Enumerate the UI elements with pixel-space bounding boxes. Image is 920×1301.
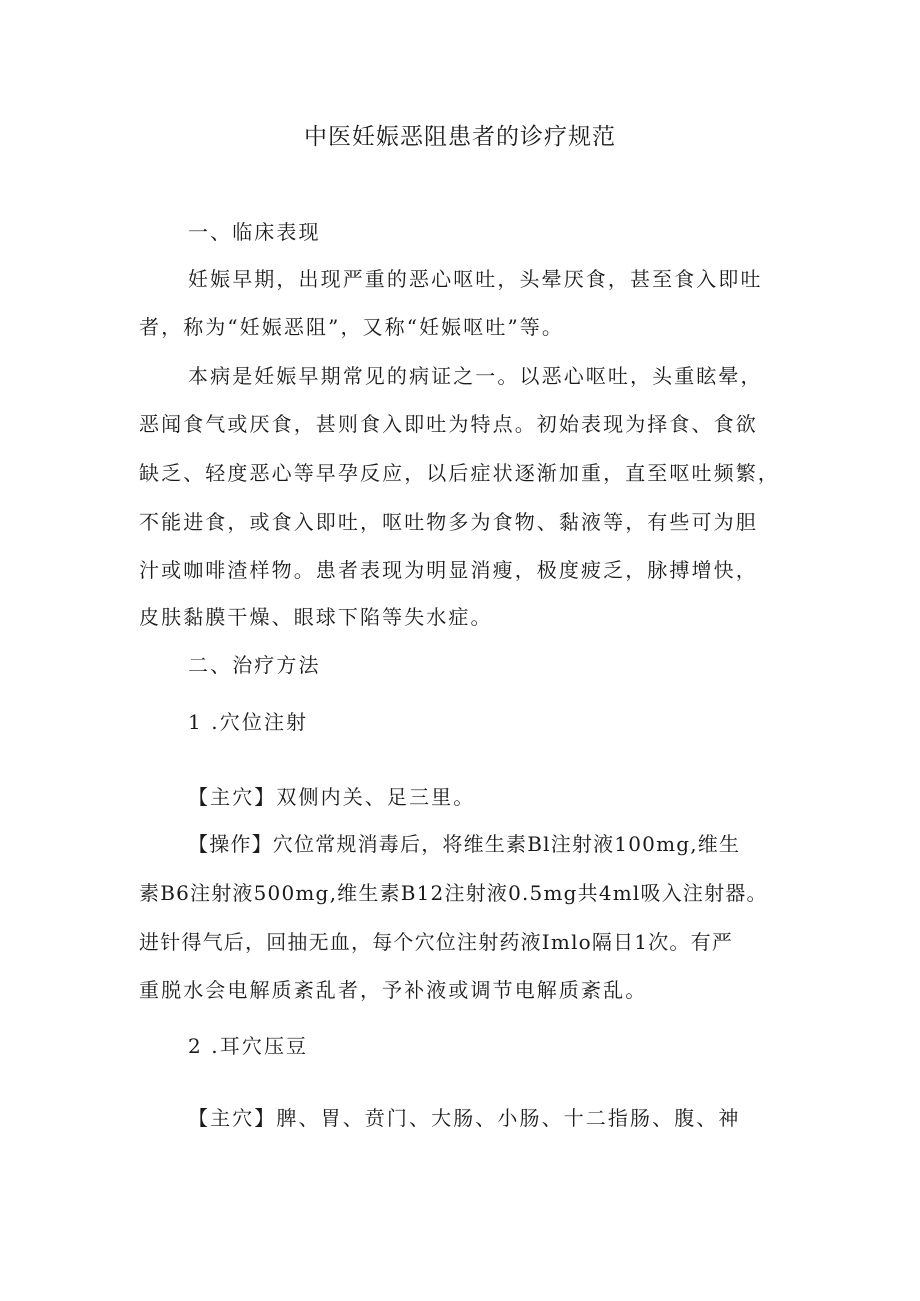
paragraph-line: 进针得气后，回抽无血，每个穴位注射药液Imlo隔日1次。有严 [139,930,734,954]
section-heading-clinical: 一、临床表现 [188,220,321,244]
paragraph-line: 不能进食，或食入即吐，呕吐物多为食物、黏液等，有些可为胆 [139,510,758,534]
paragraph-line: 汁或咖啡渣样物。患者表现为明显消瘦，极度疲乏，脉搏增快， [139,558,758,582]
subsection-heading-ear-acupoint: 2 .耳穴压豆 [188,1034,309,1058]
paragraph-line: 本病是妊娠早期常见的病证之一。以恶心呕吐，头重眩晕， [188,364,763,388]
paragraph-line: 【主穴】双侧内关、足三里。 [188,785,476,809]
paragraph-line: 【操作】穴位常规消毒后，将维生素Bl注射液100mg,维生 [188,832,741,856]
paragraph-line: 【主穴】脾、胃、贲门、大肠、小肠、十二指肠、腹、神 [188,1106,741,1130]
paragraph-line: 缺乏、轻度恶心等早孕反应，以后症状逐渐加重，直至呕吐频繁， [139,461,780,485]
paragraph-line: 素B6注射液500mg,维生素B12注射液0.5mg共4ml吸入注射器。 [139,881,768,905]
subsection-heading-injection: 1 .穴位注射 [188,710,309,734]
paragraph-line: 重脱水会电解质紊乱者，予补液或调节电解质紊乱。 [139,978,648,1002]
document-title: 中医妊娠恶阻患者的诊疗规范 [304,124,616,150]
paragraph-line: 者，称为“妊娠恶阻”，又称“妊娠呕吐”等。 [139,315,564,339]
paragraph-line: 妊娠早期，出现严重的恶心呕吐，头晕厌食，甚至食入即吐 [188,267,763,291]
section-heading-treatment: 二、治疗方法 [188,653,321,677]
paragraph-line: 皮肤黏膜干燥、眼球下陷等失水症。 [139,605,493,629]
paragraph-line: 恶闻食气或厌食，甚则食入即吐为特点。初始表现为择食、食欲 [139,412,758,436]
